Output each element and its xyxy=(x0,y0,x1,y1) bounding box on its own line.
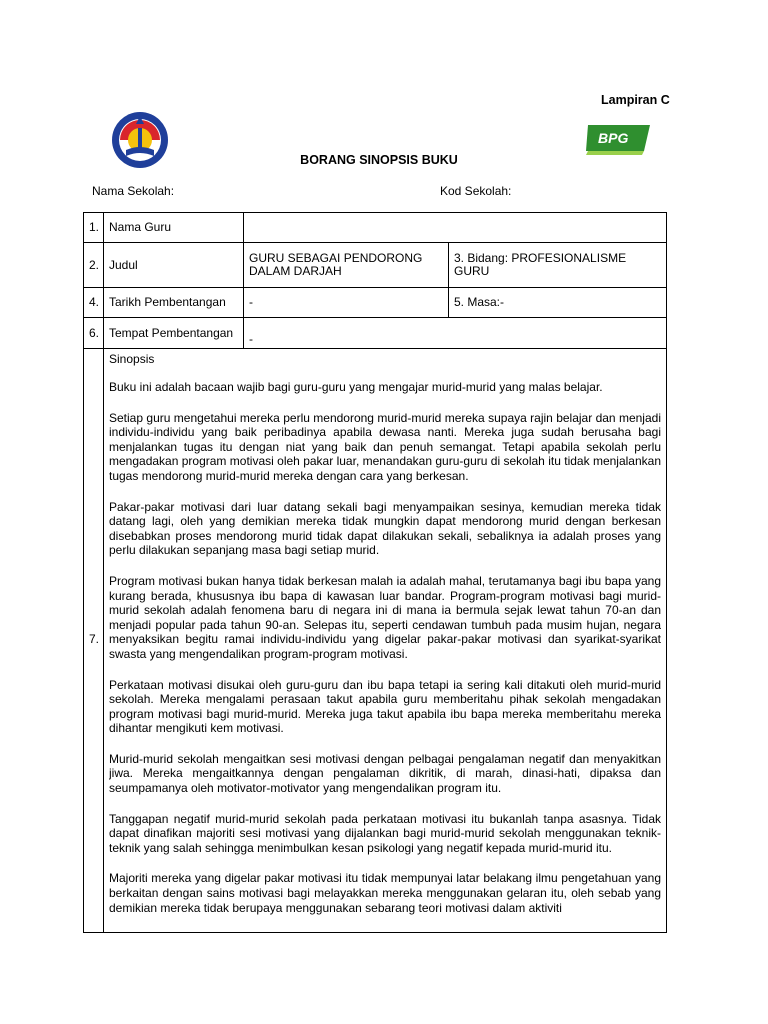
synopsis-label: Sinopsis xyxy=(109,352,155,366)
svg-text:BPG: BPG xyxy=(598,130,629,146)
synopsis-paragraph: Tanggapan negatif murid-murid sekolah pada perkataan motivasi itu bukanlah tanpa asasnya. Tidak dapat dinafikan majoriti sesi motivasi yang dijalankan bagi murid-murid sekolah menggunakan teknik-teknik yang salah sehingga menimbulkan kesan psikologi yang negatif kepada murid-murid itu. xyxy=(109,811,661,855)
form-row-teacher-name xyxy=(84,213,667,243)
row-label: Tarikh Pembentangan xyxy=(104,288,244,318)
form-row-synopsis xyxy=(84,349,667,933)
appendix-label: Lampiran C xyxy=(601,93,670,107)
synopsis-paragraph: Setiap guru mengetahui mereka perlu mendorong murid-murid mereka supaya rajin belajar dan menjadi individu-individu yang baik peribadinya apabila dewasa nanti. Mereka juga sudah berusaha bagi menjalankan tugas itu dengan niat yang baik dan penuh semangat. Tetapi apabila sekolah perlu mengadakan program motivasi oleh pakar luar, menandakan guru-guru di sekolah itu tidak menjalankan tugas mendorong murid-murid mereka dengan cara yang berkesan. xyxy=(109,410,661,483)
presentation-date-value[interactable]: - xyxy=(244,288,449,318)
school-code-label: Kod Sekolah: xyxy=(440,184,512,198)
synopsis-paragraph: Pakar-pakar motivasi dari luar datang sekali bagi menyampaikan sesinya, kemudian mereka tidak datang lagi, oleh yang demikian mereka tidak mungkin dapat mendorong murid dengan berkesan disebabkan proses mendorong murid tidak dapat dilakukan sekali, sebaliknya ia adalah proses yang perlu dilakukan sepanjang masa bagi setiap murid. xyxy=(109,499,661,558)
field-value[interactable]: 3. Bidang: PROFESIONALISME GURU xyxy=(449,243,667,288)
synopsis-paragraph: Murid-murid sekolah mengaitkan sesi motivasi dengan pelbagai pengalaman negatif dan menyakitkan jiwa. Mereka mengaitkannya dengan pengalaman dikritik, di marah, dinasi-hati, dipaksa dan seumpamanya oleh motivator-motivator yang mengendalikan program itu. xyxy=(109,751,661,796)
synopsis-paragraph: Majoriti mereka yang digelar pakar motivasi itu tidak mempunyai latar belakang ilmu pengetahuan yang berkaitan dengan sains motivasi bagi melayakkan mereka menggunakan gelaran itu, oleh sebab yang demikian mereka tidak berupaya menggunakan sebarang teori motivasi dalam aktiviti xyxy=(109,871,661,915)
row-number: 1. xyxy=(84,213,104,243)
form-title: BORANG SINOPSIS BUKU xyxy=(300,153,458,167)
book-title-value[interactable]: GURU SEBAGAI PENDORONG DALAM DARJAH xyxy=(244,243,449,288)
teacher-name-value[interactable] xyxy=(244,213,667,243)
synopsis-paragraph: Program motivasi bukan hanya tidak berkesan malah ia adalah mahal, terutamanya bagi ibu bapa yang kurang berada, khususnya ibu bapa di kawasan luar bandar. Program-program motivasi bagi murid-murid sekolah adalah fenomena baru di negara ini di mana ia bermula sejak lewat tahun 70-an dan menjadi popular pada tahun 90-an. Selepas itu, seperti cendawan tumbuh pada musim hujan, negara menyaksikan begitu ramai individu-individu yang digelar pakar-pakar motivasi dan syarikat-syarikat swasta yang mengendalikan program-program motivasi. xyxy=(109,573,661,661)
school-name-label: Nama Sekolah: xyxy=(92,184,175,198)
form-row-presentation-place xyxy=(84,318,667,349)
bpg-logo xyxy=(584,121,652,157)
row-number: 7. xyxy=(84,349,104,933)
synopsis-form-table xyxy=(83,212,667,933)
row-number: 4. xyxy=(84,288,104,318)
form-row-title xyxy=(84,243,667,288)
presentation-place-value[interactable]: - xyxy=(244,318,667,349)
row-label: Nama Guru xyxy=(104,213,244,243)
synopsis-cell xyxy=(104,349,667,933)
row-label: Judul xyxy=(104,243,244,288)
row-number: 2. xyxy=(84,243,104,288)
time-value[interactable]: 5. Masa:- xyxy=(449,288,667,318)
synopsis-paragraph: Perkataan motivasi disukai oleh guru-guru dan ibu bapa tetapi ia sering kali ditakuti oleh murid-murid sekolah. Mereka mengalami perasaan takut apabila guru memberitahu pihak sekolah mengadakan program motivasi bagi murid-murid. Mereka juga takut apabila ibu bapa mereka memberitahu mereka dihantar mengikuti kem motivasi. xyxy=(109,677,661,736)
row-label: Tempat Pembentangan xyxy=(104,318,244,349)
row-number: 6. xyxy=(84,318,104,349)
form-row-presentation-date xyxy=(84,288,667,318)
synopsis-paragraph: Buku ini adalah bacaan wajib bagi guru-guru yang mengajar murid-murid yang malas belajar. xyxy=(109,380,603,394)
